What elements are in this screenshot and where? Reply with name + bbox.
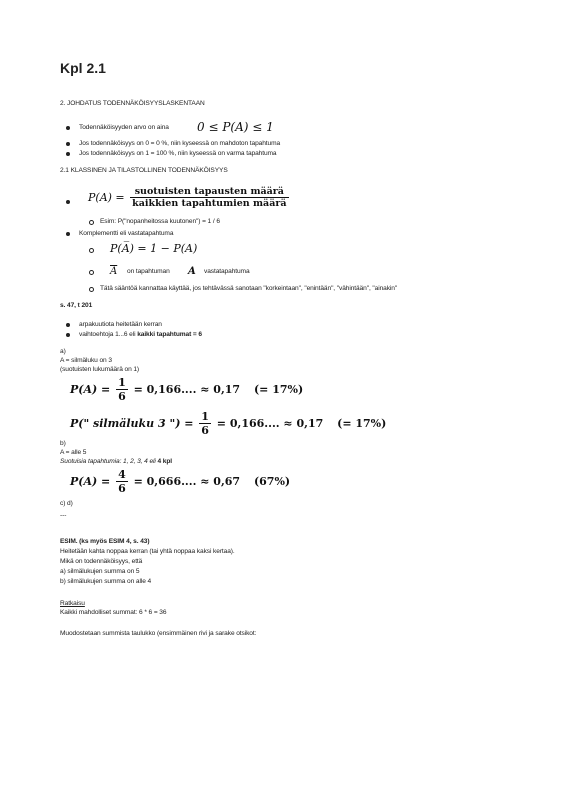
formula-denominator: kaikkien tapahtumien määrä [132, 198, 287, 209]
part-b-line [60, 458, 172, 466]
task-reference: s. 47, t 201 [60, 302, 93, 309]
sub-bullet-circle [89, 287, 94, 292]
formula-lhs: P(A) = [70, 475, 111, 488]
complement-text: on tapahtuman [127, 268, 170, 275]
example-heading: ESIM. (ks myös ESIM 4, s. 43) [60, 538, 150, 545]
formula-probability-range: 0 ≤ P(A) ≤ 1 [197, 120, 274, 134]
formula-lhs: P(A) = [88, 191, 125, 204]
formula-rhs: = 0,166.... ≈ 0,17 [133, 383, 241, 396]
solution-label: Ratkaisu [60, 600, 85, 607]
bullet-dot [66, 323, 70, 327]
bullet-dot [66, 126, 70, 130]
bullet-dot [66, 152, 70, 156]
bullet-text: Jos todennäköisyys on 1 = 100 %, niin kyseessä on varma tapahtuma [79, 150, 277, 157]
formula-numerator: 4 [118, 468, 126, 481]
bullet-dot [66, 142, 70, 146]
example-line: b) silmälukujen summa on alle 4 [60, 578, 152, 585]
part-b-bold: 4 kpl [157, 458, 173, 465]
task-bullet-text: vaihtoehtoja 1...6 eli [79, 331, 136, 338]
formula-rhs: = 0,666.... ≈ 0,67 [133, 475, 241, 488]
bullet-text: Jos todennäköisyys on 0 = 0 %, niin kyseessä on mahdoton tapahtuma [79, 140, 281, 147]
part-a-label: a) [60, 348, 66, 355]
sub-bullet-circle [89, 248, 94, 253]
example-text: Esim: P("nopanheitossa kuutonen") = 1 / 6 [100, 218, 220, 225]
formula-classic [88, 186, 291, 209]
part-b-label: b) [60, 440, 66, 447]
complement-label: Komplementti eli vastatapahtuma [79, 230, 174, 237]
part-cd-dash: --- [60, 512, 67, 519]
formula-part-a-2 [70, 410, 386, 437]
symbol-a-bar: $\overline{A}$ [110, 266, 118, 277]
complement-text: vastatapahtuma [204, 268, 250, 275]
formula-lhs: P(A) = [70, 383, 111, 396]
formula-denominator: 6 [118, 390, 126, 403]
bullet-dot [66, 232, 70, 236]
part-a-line: (suotuisten lukumäärä on 1) [60, 366, 140, 373]
section-heading-intro: 2. JOHDATUS TODENNÄKÖISYYSLASKENTAAN [60, 100, 205, 107]
page-title: Kpl 2.1 [60, 60, 106, 76]
formula-percent: (= 17%) [253, 383, 304, 396]
symbol-a: A [188, 266, 196, 277]
formula-part-a-1 [70, 376, 303, 403]
table-instruction: Muodostetaan summista taulukko (ensimmäinen rivi ja sarake otsikot: [60, 630, 257, 637]
bullet-text: Todennäköisyyden arvo on aina [79, 124, 169, 131]
formula-part-b [70, 468, 290, 495]
example-line: a) silmälukujen summa on 5 [60, 568, 140, 575]
task-bullet [79, 331, 202, 339]
part-a-line: A = silmäluku on 3 [60, 357, 112, 364]
task-bullet-bold: kaikki tapahtumat = 6 [137, 331, 202, 338]
formula-percent: (67%) [253, 475, 291, 488]
solution-line: Kaikki mahdolliset summat: 6 * 6 = 36 [60, 609, 167, 616]
formula-numerator: 1 [118, 376, 126, 389]
example-line: Heitetään kahta noppaa kerran (tai yhtä noppaa kaksi kertaa). [60, 548, 235, 555]
formula-rhs: = 0,166.... ≈ 0,17 [216, 417, 324, 430]
formula-percent: (= 17%) [337, 417, 387, 430]
example-line: Mikä on todennäköisyys, että [60, 558, 143, 565]
part-b-line: A = alle 5 [60, 449, 87, 456]
section-heading-classic: 2.1 KLASSINEN JA TILASTOLLINEN TODENNÄKÖISYYS [60, 167, 228, 174]
formula-denominator: 6 [201, 424, 209, 437]
bullet-dot [66, 200, 70, 204]
part-cd-label: c) d) [60, 500, 73, 507]
formula-complement: P(A̅) = 1 − P(A) [110, 242, 198, 255]
bullet-dot [66, 333, 70, 337]
sub-bullet-circle [89, 220, 94, 225]
task-bullet: arpakuutiota heitetään kerran [79, 321, 162, 328]
formula-numerator: suotuisten tapausten määrä [130, 186, 288, 198]
formula-lhs: P(" silmäluku 3 ") = [70, 417, 194, 430]
formula-denominator: 6 [118, 482, 126, 495]
rule-note: Tätä sääntöä kannattaa käyttää, jos tehtävässä sanotaan "korkeintaan", "enintään", "vähintään", "ainakin" [100, 285, 398, 292]
sub-bullet-circle [89, 270, 94, 275]
part-b-text: Suotuisia tapahtumia: 1, 2, 3, 4 eli [60, 458, 156, 465]
formula-numerator: 1 [201, 410, 209, 423]
